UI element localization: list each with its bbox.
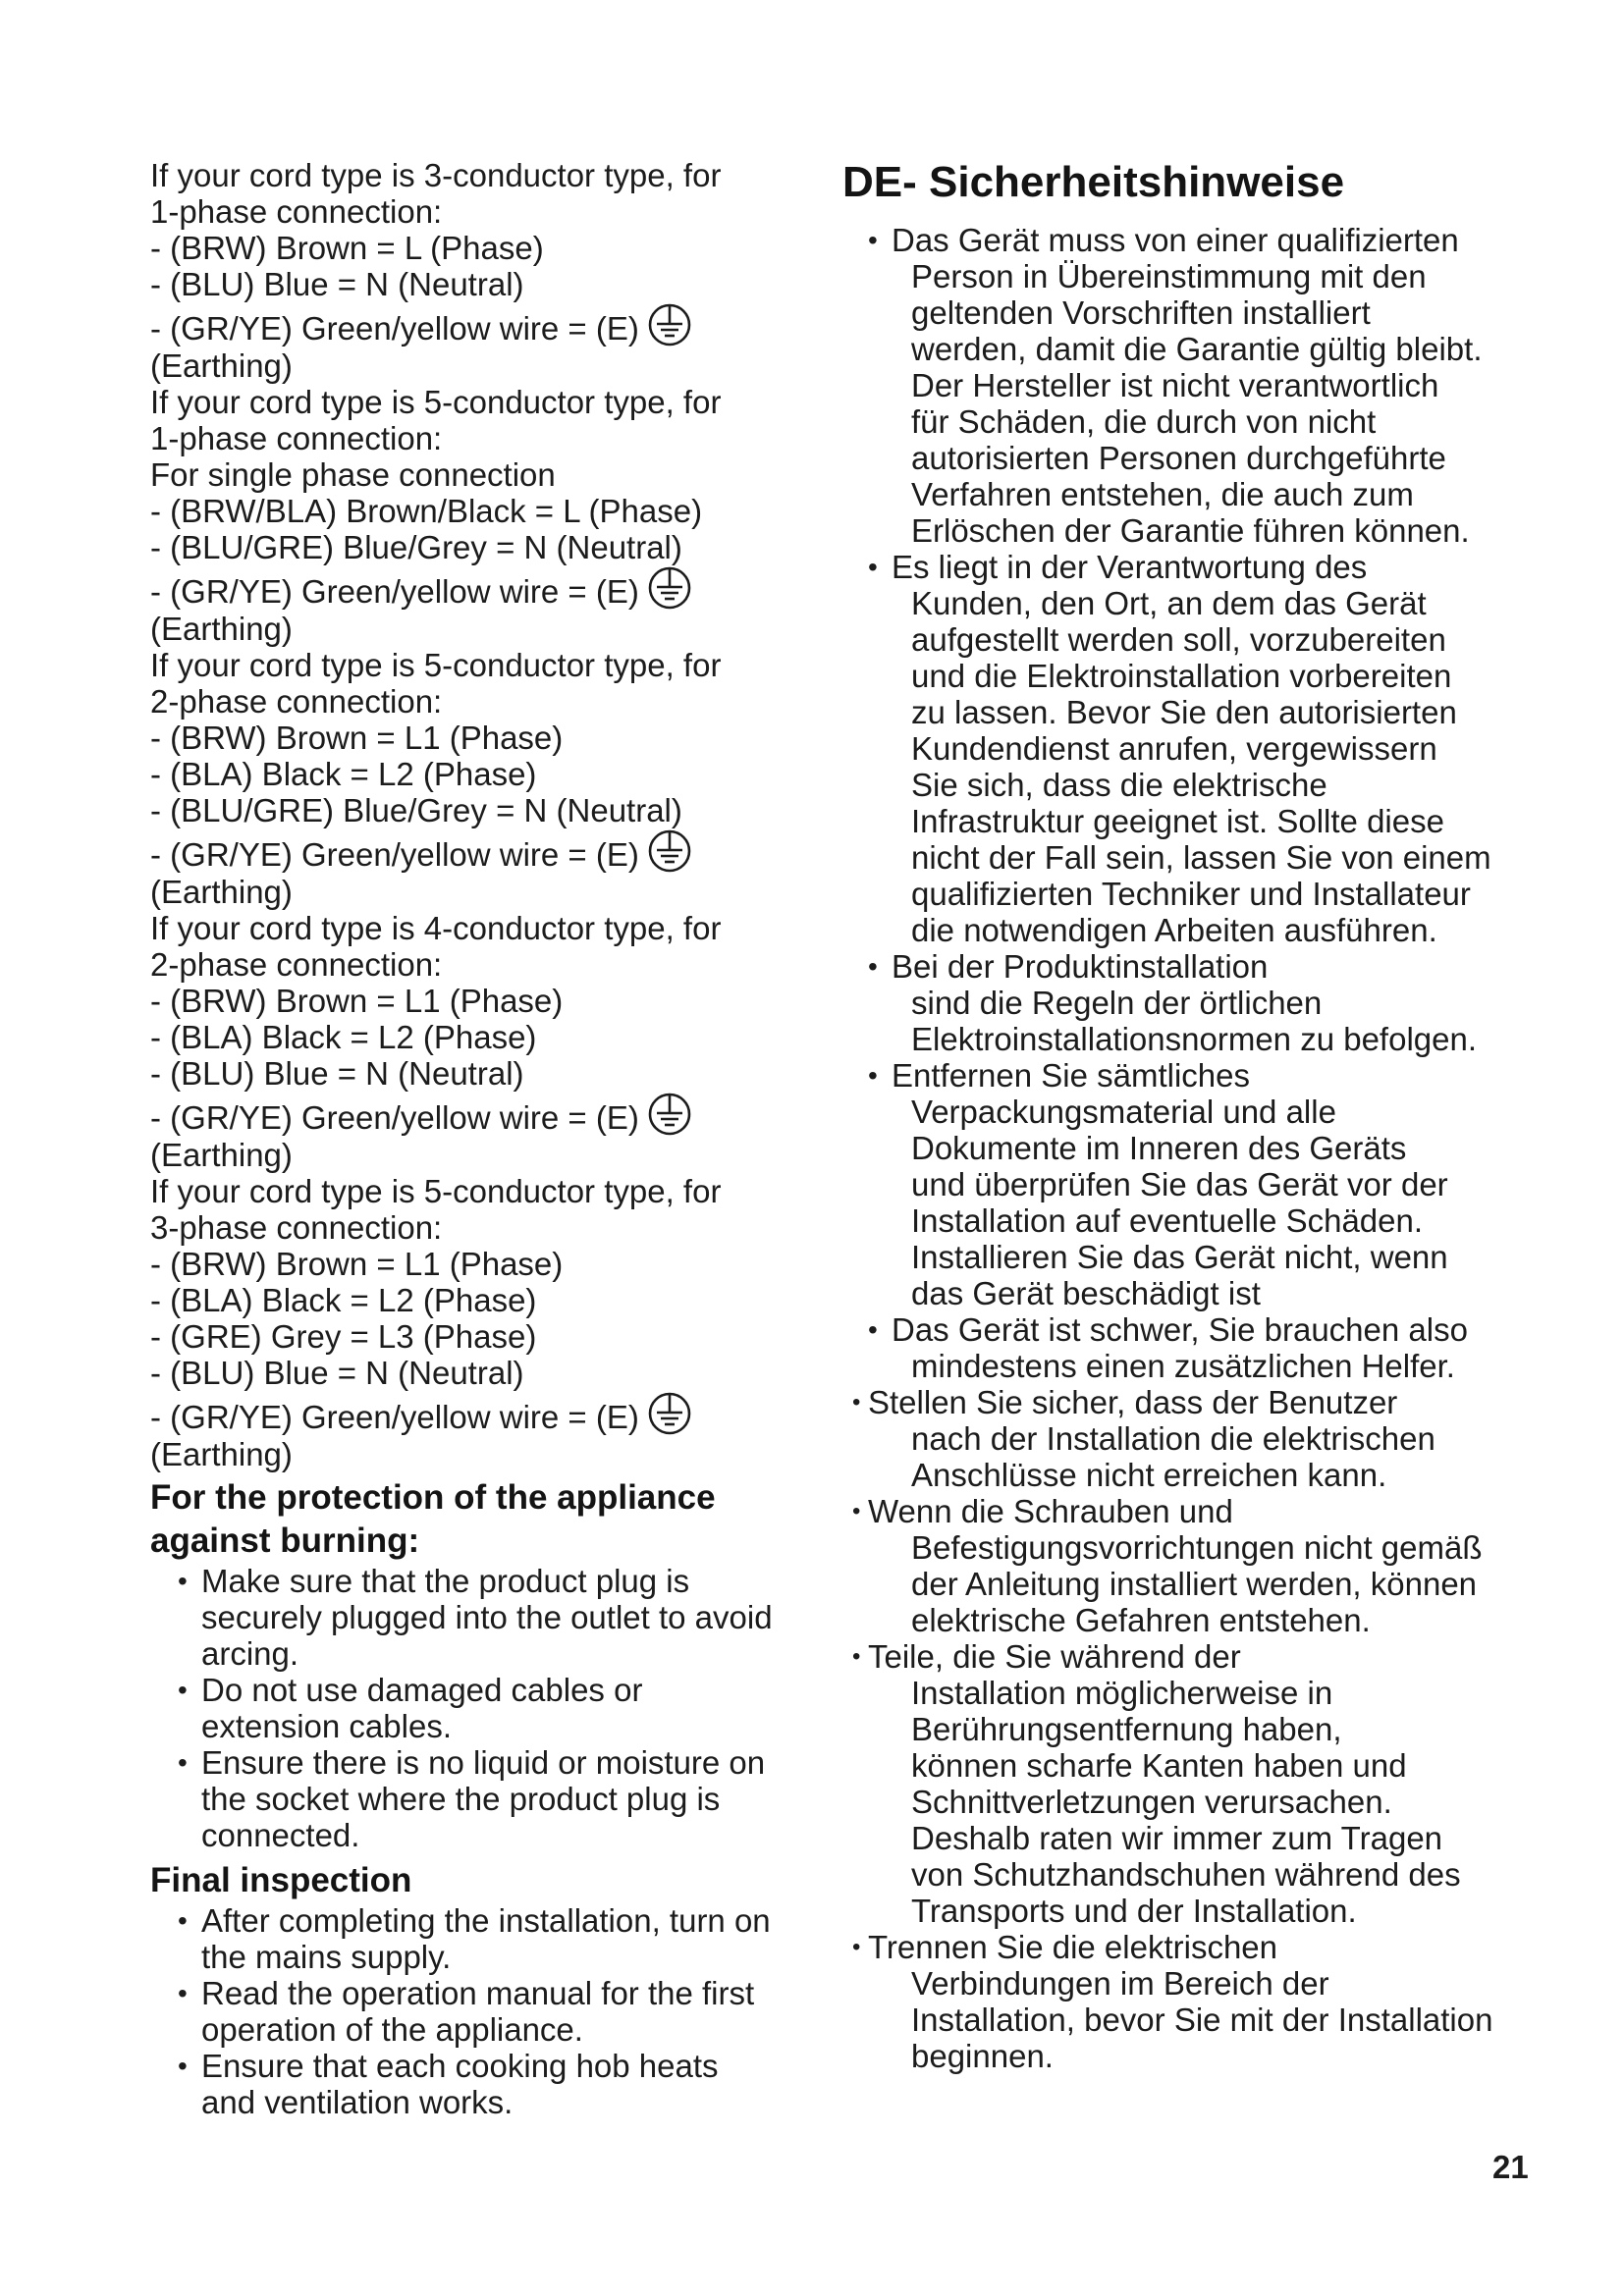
wiring-line: - (BLU) Blue = N (Neutral) bbox=[150, 266, 524, 302]
earth-wire-text: - (GR/YE) Green/yellow wire = (E) bbox=[150, 1099, 639, 1136]
de-safety-heading: DE- Sicherheitshinweise bbox=[842, 158, 1345, 206]
de-bullet-line: von Schutzhandschuhen während des bbox=[911, 1856, 1461, 1893]
bullet-item bbox=[150, 1563, 818, 1672]
bullet-item bbox=[150, 1975, 818, 2048]
de-bullet-line: Installieren Sie das Gerät nicht, wenn bbox=[911, 1239, 1448, 1275]
left-column bbox=[150, 157, 818, 2120]
de-bullet-item bbox=[842, 1311, 1530, 1384]
wiring-line: - (BLA) Black = L2 (Phase) bbox=[150, 1282, 537, 1318]
bullet-line: arcing. bbox=[201, 1635, 299, 1672]
bullet-line: • Read the operation manual for the first bbox=[201, 1975, 755, 2011]
de-bullet-line: zu lassen. Bevor Sie den autorisierten bbox=[911, 694, 1457, 730]
de-bullet-line: Installation auf eventuelle Schäden. bbox=[911, 1202, 1424, 1239]
earthing-label: (Earthing) bbox=[150, 611, 293, 647]
wiring-line: - (BLA) Black = L2 (Phase) bbox=[150, 1019, 537, 1055]
bullet-line: the mains supply. bbox=[201, 1939, 452, 1975]
earth-wire-line bbox=[150, 1391, 818, 1436]
protective-earth-icon bbox=[647, 1391, 692, 1436]
de-bullet-first-line: • Es liegt in der Verantwortung des bbox=[842, 549, 1530, 585]
de-bullet-first-line: • Das Gerät muss von einer qualifizierten bbox=[842, 222, 1530, 258]
de-bullet-line: nicht der Fall sein, lassen Sie von einem bbox=[911, 839, 1491, 876]
de-bullet-item bbox=[842, 549, 1530, 948]
de-bullet-line: Anschlüsse nicht erreichen kann. bbox=[911, 1457, 1387, 1493]
de-bullet-first-line: • Bei der Produktinstallation bbox=[842, 948, 1530, 985]
wiring-line: - (BLU/GRE) Blue/Grey = N (Neutral) bbox=[150, 529, 682, 565]
earthing-label: (Earthing) bbox=[150, 874, 293, 910]
protective-earth-icon bbox=[647, 302, 692, 347]
wiring-line: - (BLU/GRE) Blue/Grey = N (Neutral) bbox=[150, 792, 682, 828]
de-bullet-line: und die Elektroinstallation vorbereiten bbox=[911, 658, 1452, 694]
de-bullet-first-line: • Trennen Sie die elektrischen bbox=[842, 1929, 1530, 1965]
earthing-label: (Earthing) bbox=[150, 1137, 293, 1173]
wiring-block bbox=[150, 157, 818, 384]
earth-wire-line bbox=[150, 828, 818, 874]
bullet-line: connected. bbox=[201, 1817, 360, 1853]
de-bullet-first-line: • Wenn die Schrauben und bbox=[842, 1493, 1530, 1529]
final-inspection-list bbox=[150, 1902, 818, 2120]
de-bullet-line: Installation möglicherweise in bbox=[911, 1675, 1333, 1711]
wiring-block bbox=[150, 384, 818, 647]
de-bullet-item bbox=[842, 948, 1530, 1057]
earth-wire-line bbox=[150, 1092, 818, 1137]
de-bullet-first-line: • Teile, die Sie während der bbox=[842, 1638, 1530, 1675]
protective-earth-icon bbox=[647, 565, 692, 611]
wiring-line: 1-phase connection: bbox=[150, 420, 443, 456]
earth-wire-line bbox=[150, 302, 818, 347]
de-bullet-line: aufgestellt werden soll, vorzubereiten bbox=[911, 621, 1446, 658]
de-bullet-line: Verpackungsmaterial und alle bbox=[911, 1094, 1336, 1130]
bullet-line: • Ensure that each cooking hob heats bbox=[201, 2048, 719, 2084]
de-bullet-line: Deshalb raten wir immer zum Tragen bbox=[911, 1820, 1443, 1856]
bullet-line: and ventilation works. bbox=[201, 2084, 514, 2120]
bullet-item bbox=[150, 1902, 818, 1975]
de-bullet-line: mindestens einen zusätzlichen Helfer. bbox=[911, 1348, 1455, 1384]
wiring-line: If your cord type is 5-conductor type, for bbox=[150, 384, 722, 420]
wiring-block bbox=[150, 1173, 818, 1472]
de-bullet-first-line: • Das Gerät ist schwer, Sie brauchen also bbox=[842, 1311, 1530, 1348]
de-bullet-line: werden, damit die Garantie gültig bleibt. bbox=[911, 331, 1483, 367]
de-safety-list bbox=[842, 222, 1530, 2074]
de-bullet-item bbox=[842, 1384, 1530, 1493]
de-bullet-line: Infrastruktur geeignet ist. Sollte diese bbox=[911, 803, 1444, 839]
wiring-line: 2-phase connection: bbox=[150, 946, 443, 983]
de-bullet-line: Erlöschen der Garantie führen können. bbox=[911, 512, 1470, 549]
wiring-line: - (BRW) Brown = L1 (Phase) bbox=[150, 720, 564, 756]
earthing-label: (Earthing) bbox=[150, 347, 293, 384]
bullet-line: • After completing the installation, turn on bbox=[201, 1902, 771, 1939]
earth-wire-text: - (GR/YE) Green/yellow wire = (E) bbox=[150, 310, 639, 347]
de-bullet-line: geltenden Vorschriften installiert bbox=[911, 294, 1371, 331]
de-bullet-line: Kunden, den Ort, an dem das Gerät bbox=[911, 585, 1427, 621]
bullet-line: • Make sure that the product plug is bbox=[201, 1563, 690, 1599]
earth-wire-text: - (GR/YE) Green/yellow wire = (E) bbox=[150, 1399, 639, 1435]
wiring-line: - (BLA) Black = L2 (Phase) bbox=[150, 756, 537, 792]
wiring-line: If your cord type is 3-conductor type, for bbox=[150, 157, 722, 193]
bullet-line: operation of the appliance. bbox=[201, 2011, 583, 2048]
de-bullet-item bbox=[842, 1638, 1530, 1929]
bullet-line: extension cables. bbox=[201, 1708, 452, 1744]
protective-earth-icon bbox=[647, 1092, 692, 1137]
de-bullet-line: Person in Übereinstimmung mit den bbox=[911, 258, 1427, 294]
de-bullet-line: qualifizierten Techniker und Installateur bbox=[911, 876, 1471, 912]
wiring-line: If your cord type is 4-conductor type, for bbox=[150, 910, 722, 946]
de-bullet-line: Sie sich, dass die elektrische bbox=[911, 767, 1327, 803]
de-bullet-line: Der Hersteller ist nicht verantwortlich bbox=[911, 367, 1439, 403]
de-bullet-first-line: • Stellen Sie sicher, dass der Benutzer bbox=[842, 1384, 1530, 1420]
wiring-line: - (BLU) Blue = N (Neutral) bbox=[150, 1355, 524, 1391]
bullet-item bbox=[150, 1672, 818, 1744]
wiring-line: - (BRW) Brown = L1 (Phase) bbox=[150, 1246, 564, 1282]
earth-wire-text: - (GR/YE) Green/yellow wire = (E) bbox=[150, 573, 639, 610]
final-inspection-heading: Final inspection bbox=[150, 1861, 412, 1899]
wiring-line: 2-phase connection: bbox=[150, 683, 443, 720]
wiring-line: If your cord type is 5-conductor type, for bbox=[150, 647, 722, 683]
de-bullet-line: können scharfe Kanten haben und bbox=[911, 1747, 1407, 1784]
de-bullet-line: autorisierten Personen durchgeführte bbox=[911, 440, 1446, 476]
de-bullet-line: Installation, bevor Sie mit der Installation bbox=[911, 2002, 1493, 2038]
de-bullet-line: elektrische Gefahren entstehen. bbox=[911, 1602, 1371, 1638]
de-bullet-line: Berührungsentfernung haben, bbox=[911, 1711, 1342, 1747]
de-bullet-line: Elektroinstallationsnormen zu befolgen. bbox=[911, 1021, 1478, 1057]
wiring-line: - (BRW) Brown = L1 (Phase) bbox=[150, 983, 564, 1019]
de-bullet-line: Befestigungsvorrichtungen nicht gemäß bbox=[911, 1529, 1483, 1566]
de-bullet-item bbox=[842, 1929, 1530, 2074]
de-bullet-line: der Anleitung installiert werden, können bbox=[911, 1566, 1478, 1602]
de-bullet-line: Verfahren entstehen, die auch zum bbox=[911, 476, 1414, 512]
protection-list bbox=[150, 1563, 818, 1853]
de-bullet-line: und überprüfen Sie das Gerät vor der bbox=[911, 1166, 1448, 1202]
bullet-line: • Ensure there is no liquid or moisture on bbox=[201, 1744, 766, 1781]
de-bullet-line: Kundendienst anrufen, vergewissern bbox=[911, 730, 1437, 767]
bullet-line: securely plugged into the outlet to avoid bbox=[201, 1599, 773, 1635]
de-bullet-item bbox=[842, 1493, 1530, 1638]
wiring-block bbox=[150, 910, 818, 1173]
de-bullet-line: Dokumente im Inneren des Geräts bbox=[911, 1130, 1407, 1166]
protective-earth-icon bbox=[647, 828, 692, 874]
wiring-line: - (GRE) Grey = L3 (Phase) bbox=[150, 1318, 537, 1355]
bullet-line: the socket where the product plug is bbox=[201, 1781, 721, 1817]
de-bullet-first-line: • Entfernen Sie sämtliches bbox=[842, 1057, 1530, 1094]
wiring-line: 1-phase connection: bbox=[150, 193, 443, 230]
wiring-line: 3-phase connection: bbox=[150, 1209, 443, 1246]
right-column bbox=[842, 222, 1530, 2074]
earth-wire-text: - (GR/YE) Green/yellow wire = (E) bbox=[150, 836, 639, 873]
de-bullet-line: sind die Regeln der örtlichen bbox=[911, 985, 1323, 1021]
wiring-line: - (BRW/BLA) Brown/Black = L (Phase) bbox=[150, 493, 703, 529]
wiring-block bbox=[150, 647, 818, 910]
de-bullet-line: die notwendigen Arbeiten ausführen. bbox=[911, 912, 1437, 948]
bullet-line: • Do not use damaged cables or bbox=[201, 1672, 643, 1708]
wiring-line: - (BLU) Blue = N (Neutral) bbox=[150, 1055, 524, 1092]
protection-heading: For the protection of the appliance against burning: bbox=[150, 1478, 716, 1560]
wiring-line: If your cord type is 5-conductor type, for bbox=[150, 1173, 722, 1209]
bullet-item bbox=[150, 1744, 818, 1853]
de-bullet-line: Schnittverletzungen verursachen. bbox=[911, 1784, 1392, 1820]
bullet-item bbox=[150, 2048, 818, 2120]
de-bullet-line: nach der Installation die elektrischen bbox=[911, 1420, 1435, 1457]
earthing-label: (Earthing) bbox=[150, 1436, 293, 1472]
de-bullet-item bbox=[842, 222, 1530, 549]
de-bullet-line: Transports und der Installation. bbox=[911, 1893, 1357, 1929]
de-bullet-line: für Schäden, die durch von nicht bbox=[911, 403, 1377, 440]
wiring-instructions bbox=[150, 157, 818, 1472]
wiring-line: For single phase connection bbox=[150, 456, 556, 493]
de-bullet-item bbox=[842, 1057, 1530, 1311]
de-bullet-line: Verbindungen im Bereich der bbox=[911, 1965, 1329, 2002]
page-number: 21 bbox=[1492, 2149, 1529, 2185]
earth-wire-line bbox=[150, 565, 818, 611]
wiring-line: - (BRW) Brown = L (Phase) bbox=[150, 230, 544, 266]
de-bullet-line: das Gerät beschädigt ist bbox=[911, 1275, 1261, 1311]
de-bullet-line: beginnen. bbox=[911, 2038, 1054, 2074]
